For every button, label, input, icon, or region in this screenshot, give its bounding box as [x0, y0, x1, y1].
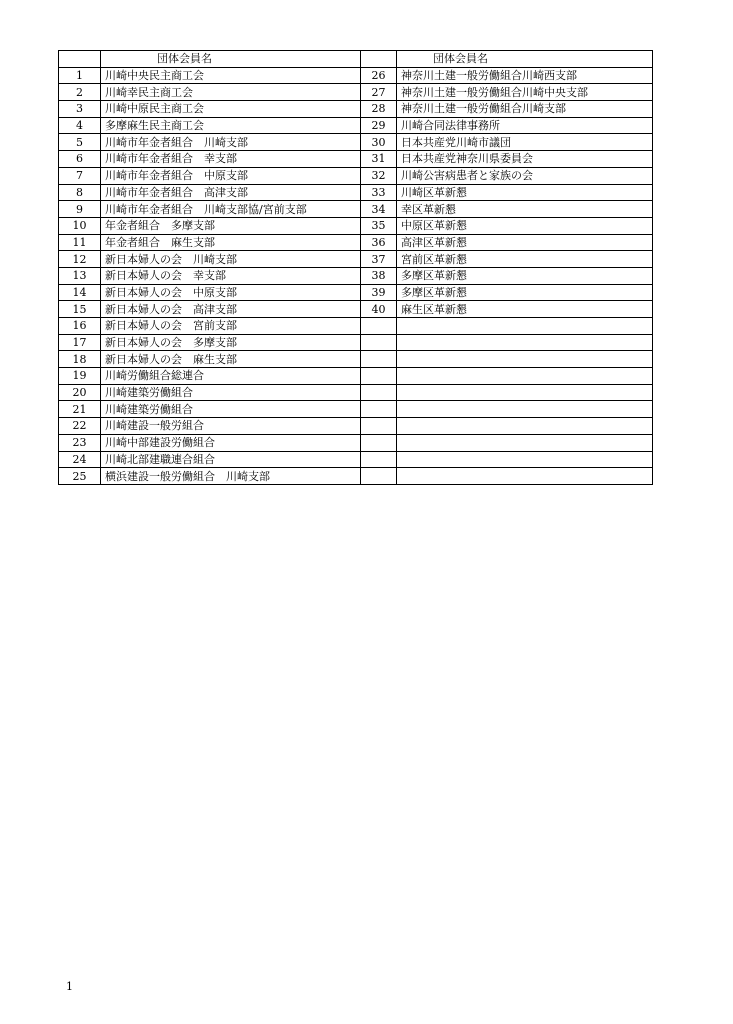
header-right-title: 団体会員名 — [397, 51, 653, 68]
right-member-name: 川崎区革新懇 — [397, 184, 653, 201]
left-number: 11 — [59, 234, 101, 251]
left-member-name: 新日本婦人の会 宮前支部 — [101, 318, 361, 335]
header-num-right — [361, 51, 397, 68]
table-row — [59, 67, 653, 84]
right-member-name — [397, 334, 653, 351]
right-member-name: 幸区革新懇 — [397, 201, 653, 218]
right-number: 35 — [361, 217, 397, 234]
right-member-name — [397, 318, 653, 335]
right-number: 28 — [361, 101, 397, 118]
left-member-name: 多摩麻生民主商工会 — [101, 117, 361, 134]
table-row — [59, 184, 653, 201]
left-number: 6 — [59, 151, 101, 168]
right-member-name: 多摩区革新懇 — [397, 267, 653, 284]
right-number: 39 — [361, 284, 397, 301]
right-number — [361, 318, 397, 335]
right-number — [361, 401, 397, 418]
header-num-left — [59, 51, 101, 68]
right-member-name: 日本共産党川崎市議団 — [397, 134, 653, 151]
left-member-name: 川崎北部建職連合組合 — [101, 451, 361, 468]
table-row — [59, 434, 653, 451]
right-member-name — [397, 468, 653, 485]
header-left-title: 団体会員名 — [101, 51, 361, 68]
left-member-name: 川崎中原民主商工会 — [101, 101, 361, 118]
right-number: 27 — [361, 84, 397, 101]
left-number: 19 — [59, 368, 101, 385]
left-member-name: 新日本婦人の会 多摩支部 — [101, 334, 361, 351]
table-row — [59, 117, 653, 134]
left-number: 4 — [59, 117, 101, 134]
left-number: 9 — [59, 201, 101, 218]
left-member-name: 新日本婦人の会 高津支部 — [101, 301, 361, 318]
left-member-name: 川崎労働組合総連合 — [101, 368, 361, 385]
right-member-name — [397, 368, 653, 385]
table-row — [59, 351, 653, 368]
member-table-body — [59, 51, 653, 485]
left-member-name: 新日本婦人の会 麻生支部 — [101, 351, 361, 368]
left-number: 25 — [59, 468, 101, 485]
left-number: 12 — [59, 251, 101, 268]
left-number: 16 — [59, 318, 101, 335]
member-table — [58, 50, 653, 485]
right-member-name: 中原区革新懇 — [397, 217, 653, 234]
table-row — [59, 334, 653, 351]
right-member-name — [397, 418, 653, 435]
left-member-name: 川崎市年金者組合 中原支部 — [101, 167, 361, 184]
table-row — [59, 167, 653, 184]
right-member-name: 神奈川土建一般労働組合川崎中央支部 — [397, 84, 653, 101]
left-member-name: 川崎中部建設労働組合 — [101, 434, 361, 451]
left-member-name: 年金者組合 多摩支部 — [101, 217, 361, 234]
table-row — [59, 418, 653, 435]
right-number: 26 — [361, 67, 397, 84]
right-number: 37 — [361, 251, 397, 268]
right-member-name: 神奈川土建一般労働組合川崎支部 — [397, 101, 653, 118]
left-member-name: 川崎市年金者組合 幸支部 — [101, 151, 361, 168]
table-row — [59, 401, 653, 418]
table-row — [59, 301, 653, 318]
right-number: 29 — [361, 117, 397, 134]
right-number — [361, 434, 397, 451]
left-number: 8 — [59, 184, 101, 201]
right-number — [361, 384, 397, 401]
table-row — [59, 217, 653, 234]
right-number — [361, 351, 397, 368]
left-number: 17 — [59, 334, 101, 351]
right-member-name: 宮前区革新懇 — [397, 251, 653, 268]
left-member-name: 川崎建設一般労組合 — [101, 418, 361, 435]
table-row — [59, 134, 653, 151]
right-number — [361, 468, 397, 485]
right-member-name: 多摩区革新懇 — [397, 284, 653, 301]
left-member-name: 川崎市年金者組合 川崎支部協/宮前支部 — [101, 201, 361, 218]
left-member-name: 川崎幸民主商工会 — [101, 84, 361, 101]
left-number: 21 — [59, 401, 101, 418]
table-row — [59, 101, 653, 118]
table-row — [59, 201, 653, 218]
left-number: 24 — [59, 451, 101, 468]
right-number — [361, 368, 397, 385]
right-member-name — [397, 351, 653, 368]
left-number: 20 — [59, 384, 101, 401]
table-row — [59, 368, 653, 385]
right-number — [361, 451, 397, 468]
left-number: 23 — [59, 434, 101, 451]
left-number: 15 — [59, 301, 101, 318]
right-number: 31 — [361, 151, 397, 168]
left-number: 18 — [59, 351, 101, 368]
right-member-name — [397, 384, 653, 401]
right-member-name — [397, 434, 653, 451]
table-row — [59, 468, 653, 485]
right-number — [361, 334, 397, 351]
left-member-name: 新日本婦人の会 川崎支部 — [101, 251, 361, 268]
table-row — [59, 318, 653, 335]
left-member-name: 年金者組合 麻生支部 — [101, 234, 361, 251]
right-number: 34 — [361, 201, 397, 218]
table-row — [59, 267, 653, 284]
right-member-name: 神奈川土建一般労働組合川崎西支部 — [397, 67, 653, 84]
left-number: 7 — [59, 167, 101, 184]
right-member-name: 川崎合同法律事務所 — [397, 117, 653, 134]
left-member-name: 新日本婦人の会 中原支部 — [101, 284, 361, 301]
left-member-name: 川崎建築労働組合 — [101, 384, 361, 401]
table-row — [59, 151, 653, 168]
left-number: 1 — [59, 67, 101, 84]
table-row — [59, 384, 653, 401]
left-number: 5 — [59, 134, 101, 151]
left-member-name: 川崎市年金者組合 川崎支部 — [101, 134, 361, 151]
right-number: 30 — [361, 134, 397, 151]
table-row — [59, 451, 653, 468]
table-row — [59, 284, 653, 301]
left-number: 2 — [59, 84, 101, 101]
right-number: 40 — [361, 301, 397, 318]
left-number: 3 — [59, 101, 101, 118]
right-number: 36 — [361, 234, 397, 251]
left-member-name: 新日本婦人の会 幸支部 — [101, 267, 361, 284]
left-number: 22 — [59, 418, 101, 435]
right-number: 38 — [361, 267, 397, 284]
left-number: 10 — [59, 217, 101, 234]
left-number: 13 — [59, 267, 101, 284]
table-row — [59, 84, 653, 101]
right-member-name: 日本共産党神奈川県委員会 — [397, 151, 653, 168]
left-member-name: 横浜建設一般労働組合 川崎支部 — [101, 468, 361, 485]
left-member-name: 川崎建築労働組合 — [101, 401, 361, 418]
right-member-name: 高津区革新懇 — [397, 234, 653, 251]
page-number: 1 — [66, 980, 73, 993]
right-number: 32 — [361, 167, 397, 184]
right-number: 33 — [361, 184, 397, 201]
left-member-name: 川崎市年金者組合 高津支部 — [101, 184, 361, 201]
right-member-name: 麻生区革新懇 — [397, 301, 653, 318]
table-row — [59, 251, 653, 268]
left-number: 14 — [59, 284, 101, 301]
table-header-row — [59, 51, 653, 68]
table-row — [59, 234, 653, 251]
right-number — [361, 418, 397, 435]
right-member-name — [397, 401, 653, 418]
right-member-name — [397, 451, 653, 468]
right-member-name: 川崎公害病患者と家族の会 — [397, 167, 653, 184]
left-member-name: 川崎中央民主商工会 — [101, 67, 361, 84]
